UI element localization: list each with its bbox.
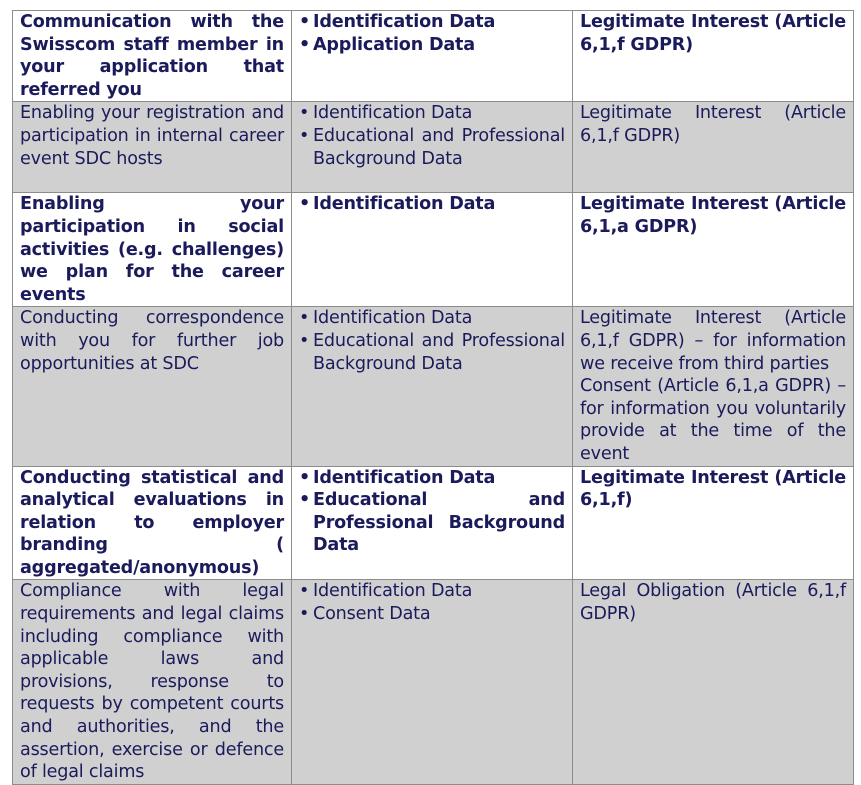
list-item: • Identification Data (299, 194, 496, 215)
purpose-text: Communication with the Swisscom staff member in your application that referred you (20, 12, 284, 100)
table-row (13, 102, 854, 193)
legal-basis-cell (573, 102, 854, 193)
legal-basis-text: Consent (Article 6,1,a GDPR) – for information you voluntarily provide at the time of the event (580, 376, 846, 464)
bullet-icon: • (299, 125, 310, 146)
list-item: • Identification Data (299, 103, 473, 124)
bullet-icon: • (299, 604, 310, 625)
legal-basis-text: Legitimate Interest (Article 6,1,f) (580, 467, 846, 511)
legal-basis-cell (573, 466, 854, 580)
data-categories-cell (292, 193, 573, 307)
bullet-icon: • (299, 194, 311, 215)
data-categories-cell (292, 466, 573, 580)
list-item: • Identification Data (299, 308, 473, 329)
bullet-icon: • (299, 330, 310, 351)
data-categories-list (299, 580, 565, 625)
purpose-cell (13, 193, 292, 307)
purpose-text: Compliance with legal requirements and legal claims including compliance with applicable laws and provisions, response to requests by competent courts and authorities, and the assertion, exercise or defence of legal claims (20, 581, 284, 783)
legal-basis-text: Legitimate Interest (Article 6,1,f GDPR) – for information we receive from third parties (580, 308, 846, 374)
legal-basis-text: Legitimate Interest (Article 6,1,a GDPR) (580, 194, 846, 237)
data-categories-list (299, 307, 565, 375)
list-item: • Educational and Professional Background Data (299, 490, 565, 556)
data-categories-list (299, 102, 565, 170)
table-row (13, 193, 854, 307)
bullet-icon: • (299, 103, 310, 124)
data-categories-cell (292, 580, 573, 784)
legal-basis-cell (573, 307, 854, 466)
table-row (13, 466, 854, 580)
legal-basis-cell (573, 580, 854, 784)
list-item: • Consent Data (299, 604, 431, 625)
purpose-text: Enabling your participation in social activities (e.g. challenges) we plan for the career events (20, 194, 284, 305)
table-row (13, 11, 854, 102)
data-categories-list (299, 11, 565, 56)
data-categories-list (299, 467, 565, 557)
legal-basis-cell (573, 11, 854, 102)
legal-basis-text: Legitimate Interest (Article 6,1,f GDPR) (580, 103, 846, 146)
purpose-cell (13, 466, 292, 580)
bullet-icon: • (299, 490, 311, 511)
table-row (13, 580, 854, 784)
legal-basis-text: Legal Obligation (Article 6,1,f GDPR) (580, 581, 846, 625)
legal-basis-cell (573, 193, 854, 307)
list-item: • Educational and Professional Background Data (299, 330, 565, 374)
data-categories-cell (292, 11, 573, 102)
purpose-cell (13, 102, 292, 193)
purpose-cell (13, 11, 292, 102)
bullet-icon: • (299, 34, 311, 55)
data-categories-cell (292, 102, 573, 193)
bullet-icon: • (299, 467, 311, 488)
data-categories-list (299, 193, 565, 216)
list-item: • Identification Data (299, 12, 496, 32)
data-processing-table (12, 10, 854, 785)
purpose-text: Enabling your registration and participation in internal career event SDC hosts (20, 103, 284, 169)
list-item: • Application Data (299, 34, 475, 55)
list-item: • Identification Data (299, 581, 473, 602)
bullet-icon: • (299, 308, 310, 329)
bullet-icon: • (299, 12, 311, 32)
purpose-cell (13, 580, 292, 784)
purpose-text: Conducting correspondence with you for further job opportunities at SDC (20, 308, 284, 374)
list-item: • Identification Data (299, 467, 496, 488)
bullet-icon: • (299, 581, 310, 602)
purpose-text: Conducting statistical and analytical evaluations in relation to employer branding ( aggregated/anonymous) (20, 467, 284, 578)
data-categories-cell (292, 307, 573, 466)
table-row (13, 307, 854, 466)
legal-basis-text: Legitimate Interest (Article 6,1,f GDPR) (580, 12, 846, 55)
list-item: • Educational and Professional Background Data (299, 125, 565, 169)
purpose-cell (13, 307, 292, 466)
